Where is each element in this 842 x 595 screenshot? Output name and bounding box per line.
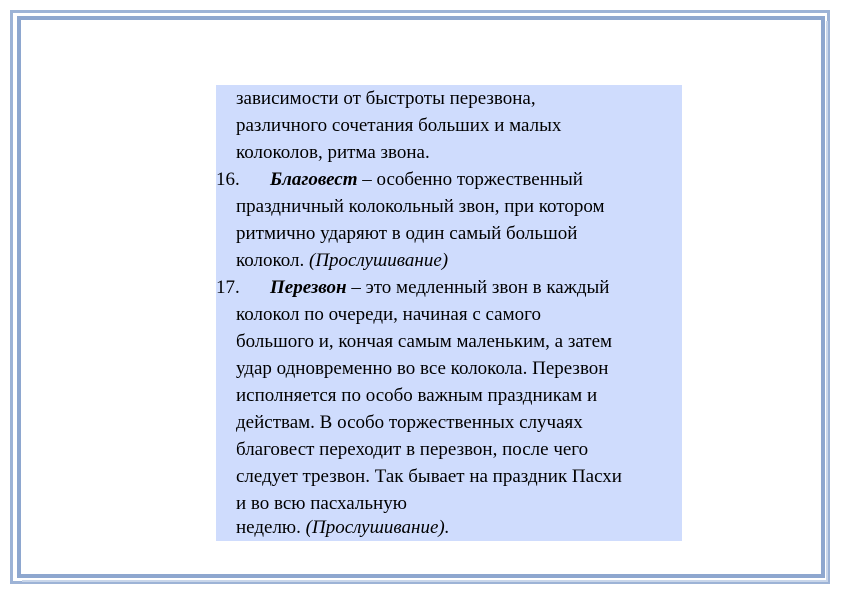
- text-line: большого и, кончая самым маленьким, а затем: [236, 331, 613, 352]
- term: Благовест: [270, 169, 358, 190]
- text-line: колоколов, ритма звона.: [236, 142, 430, 163]
- text-line: различного сочетания больших и малых: [236, 115, 562, 136]
- text-line: и во всю пасхальную: [236, 493, 407, 514]
- text-line: [236, 247, 448, 274]
- text-line: удар одновременно во все колокола. Перезвон: [236, 358, 609, 379]
- text-line: ритмично ударяют в один самый большой: [236, 223, 578, 244]
- listening-note: (Прослушивание).: [305, 517, 450, 538]
- text-line: колокол по очереди, начиная с самого: [236, 304, 541, 325]
- text-line: зависимости от быстроты перезвона,: [236, 88, 536, 109]
- text-line: благовест переходит в перезвон, после чего: [236, 439, 589, 460]
- definition: – это медленный звон в каждый: [346, 277, 610, 298]
- text-line: следует трезвон. Так бывает на праздник Пасхи: [236, 466, 622, 487]
- text-box: [216, 85, 682, 541]
- text-line: праздничный колокольный звон, при котором: [236, 196, 605, 217]
- listening-note: (Прослушивание): [309, 250, 449, 271]
- text: неделю.: [236, 517, 306, 538]
- item-number: 16.: [216, 169, 240, 190]
- text-line: [236, 514, 450, 541]
- text-line: исполняется по особо важным праздникам и: [236, 385, 598, 406]
- item-first-line: [270, 274, 609, 301]
- text-line: действам. В особо торжественных случаях: [236, 412, 583, 433]
- item-first-line: [270, 166, 583, 193]
- text: колокол.: [236, 250, 309, 271]
- definition: – особенно торжественный: [357, 169, 583, 190]
- item-number: 17.: [216, 277, 240, 298]
- term: Перезвон: [270, 277, 347, 298]
